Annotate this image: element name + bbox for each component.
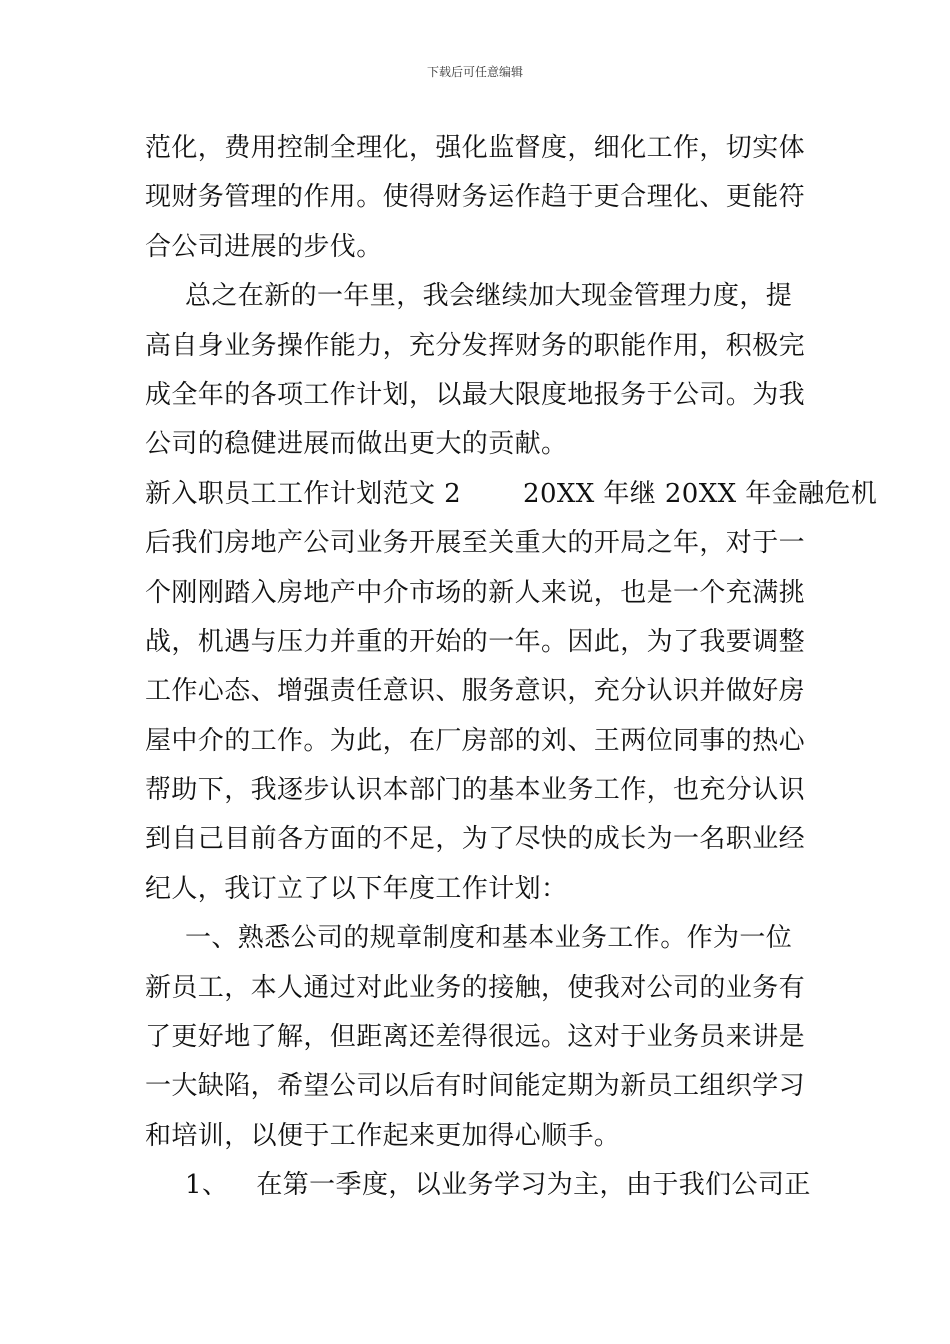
document-body bbox=[145, 124, 878, 1211]
text-line: 纪人，我订立了以下年度工作计划： bbox=[145, 873, 568, 904]
text-fragment: 在第一季度，以业务学习为主，由于我们公司正 bbox=[256, 1170, 811, 1201]
section-heading: 新入职员工工作计划范文 2 bbox=[145, 478, 462, 509]
text-line: 战，机遇与压力并重的开始的一年。因此，为了我要调整 bbox=[145, 626, 806, 657]
text-line: 一、熟悉公司的规章制度和基本业务工作。作为一位 bbox=[185, 923, 793, 954]
text-line: 个刚刚踏入房地产中介市场的新人来说，也是一个充满挑 bbox=[145, 577, 806, 608]
list-number: 1、 bbox=[185, 1170, 229, 1201]
page-header: 下载后可任意编辑 bbox=[426, 65, 523, 79]
text-line: 合公司进展的步伐。 bbox=[145, 231, 383, 262]
text-line: 屋中介的工作。为此，在厂房部的刘、王两位同事的热心 bbox=[145, 725, 806, 756]
text-line: 范化，费用控制全理化，强化监督度，细化工作，切实体 bbox=[145, 133, 806, 163]
text-line: 公司的稳健进展而做出更大的贡献。 bbox=[145, 429, 568, 460]
text-line: 到自己目前各方面的不足，为了尽快的成长为一名职业经 bbox=[145, 824, 806, 855]
numbered-line bbox=[145, 1161, 809, 1210]
text-line: 了更好地了解，但距离还差得很远。这对于业务员来讲是 bbox=[145, 1022, 806, 1053]
text-line: 和培训，以便于工作起来更加得心顺手。 bbox=[145, 1120, 621, 1151]
text-line: 现财务管理的作用。使得财务运作趋于更合理化、更能符 bbox=[145, 182, 806, 213]
text-fragment: 20XX 年继 20XX 年金融危机 bbox=[523, 478, 878, 509]
text-line: 成全年的各项工作计划，以最大限度地报务于公司。为我 bbox=[145, 379, 806, 410]
text-line: 总之在新的一年里，我会继续加大现金管理力度，提 bbox=[185, 281, 793, 312]
text-line: 帮助下，我逐步认识本部门的基本业务工作，也充分认识 bbox=[145, 775, 806, 806]
section-heading-line bbox=[145, 470, 878, 519]
text-line: 新员工，本人通过对此业务的接触，使我对公司的业务有 bbox=[145, 972, 806, 1003]
text-line: 一大缺陷，希望公司以后有时间能定期为新员工组织学习 bbox=[145, 1071, 806, 1102]
text-line: 后我们房地产公司业务开展至关重大的开局之年，对于一 bbox=[145, 528, 806, 559]
text-line: 高自身业务操作能力，充分发挥财务的职能作用，积极完 bbox=[145, 330, 806, 361]
text-line: 工作心态、增强责任意识、服务意识，充分认识并做好房 bbox=[145, 676, 806, 707]
